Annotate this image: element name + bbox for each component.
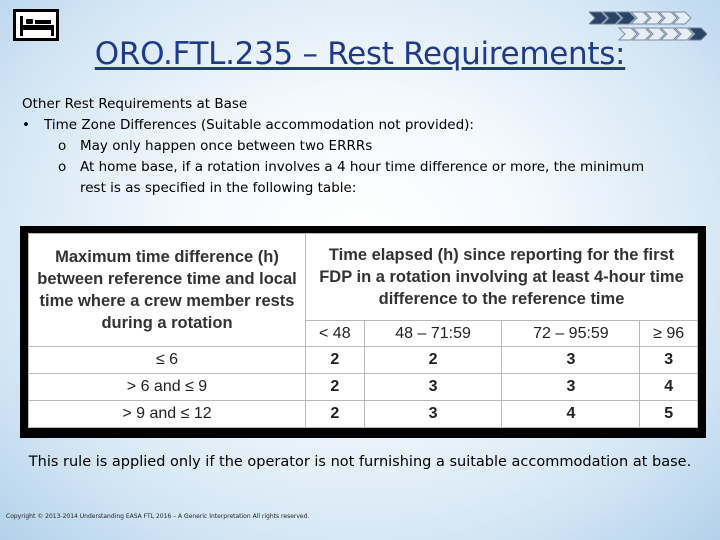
table-cell: 3 xyxy=(502,347,640,374)
sub-bullet-marker: o xyxy=(58,138,67,154)
section-heading: Other Rest Requirements at Base xyxy=(22,96,248,112)
bullet-marker: • xyxy=(22,117,30,133)
table-cell: 2 xyxy=(306,347,365,374)
table-cell: 5 xyxy=(640,401,698,428)
table-row xyxy=(29,401,698,428)
table-row xyxy=(29,374,698,401)
body-text xyxy=(22,94,702,199)
right-header-cell: Time elapsed (h) since reporting for the first FDP in a rotation involving at least 4-hour time difference to the reference time xyxy=(306,234,698,321)
footer-note: This rule is applied only if the operator is not furnishing a suitable accommodation at base. xyxy=(28,454,692,470)
column-header: 48 – 71:59 xyxy=(364,321,502,347)
row-label: > 6 and ≤ 9 xyxy=(29,374,306,401)
table-cell: 2 xyxy=(364,347,502,374)
table-cell: 2 xyxy=(306,401,365,428)
copyright-text: Copyright © 2013-2014 Understanding EASA FTL 2016 – A Generic Interpretation All rights reserved. xyxy=(6,513,310,520)
rest-table-frame xyxy=(20,226,706,438)
page-title: ORO.FTL.235 – Rest Requirements: xyxy=(94,36,626,72)
column-header: ≥ 96 xyxy=(640,321,698,347)
table-cell: 3 xyxy=(364,374,502,401)
sub-bullet-marker: o xyxy=(58,159,67,175)
column-header: < 48 xyxy=(306,321,365,347)
table-cell: 4 xyxy=(502,401,640,428)
rest-requirements-table xyxy=(28,233,698,428)
row-label: ≤ 6 xyxy=(29,347,306,374)
sub-bullet-text-2: At home base, if a rotation involves a 4 hour time difference or more, the minimum xyxy=(80,159,645,175)
sub-bullet-text-2-cont: rest is as specified in the following table: xyxy=(80,180,357,196)
table-row xyxy=(29,347,698,374)
table-cell: 3 xyxy=(502,374,640,401)
table-cell: 2 xyxy=(306,374,365,401)
left-header-cell: Maximum time difference (h) between reference time and local time where a crew member rests during a rotation xyxy=(29,234,306,347)
table-cell: 3 xyxy=(364,401,502,428)
row-label: > 9 and ≤ 12 xyxy=(29,401,306,428)
sub-bullet-text-1: May only happen once between two ERRRs xyxy=(80,138,373,154)
bullet-text: Time Zone Differences (Suitable accommodation not provided): xyxy=(44,117,474,133)
column-header: 72 – 95:59 xyxy=(502,321,640,347)
table-cell: 4 xyxy=(640,374,698,401)
table-cell: 3 xyxy=(640,347,698,374)
